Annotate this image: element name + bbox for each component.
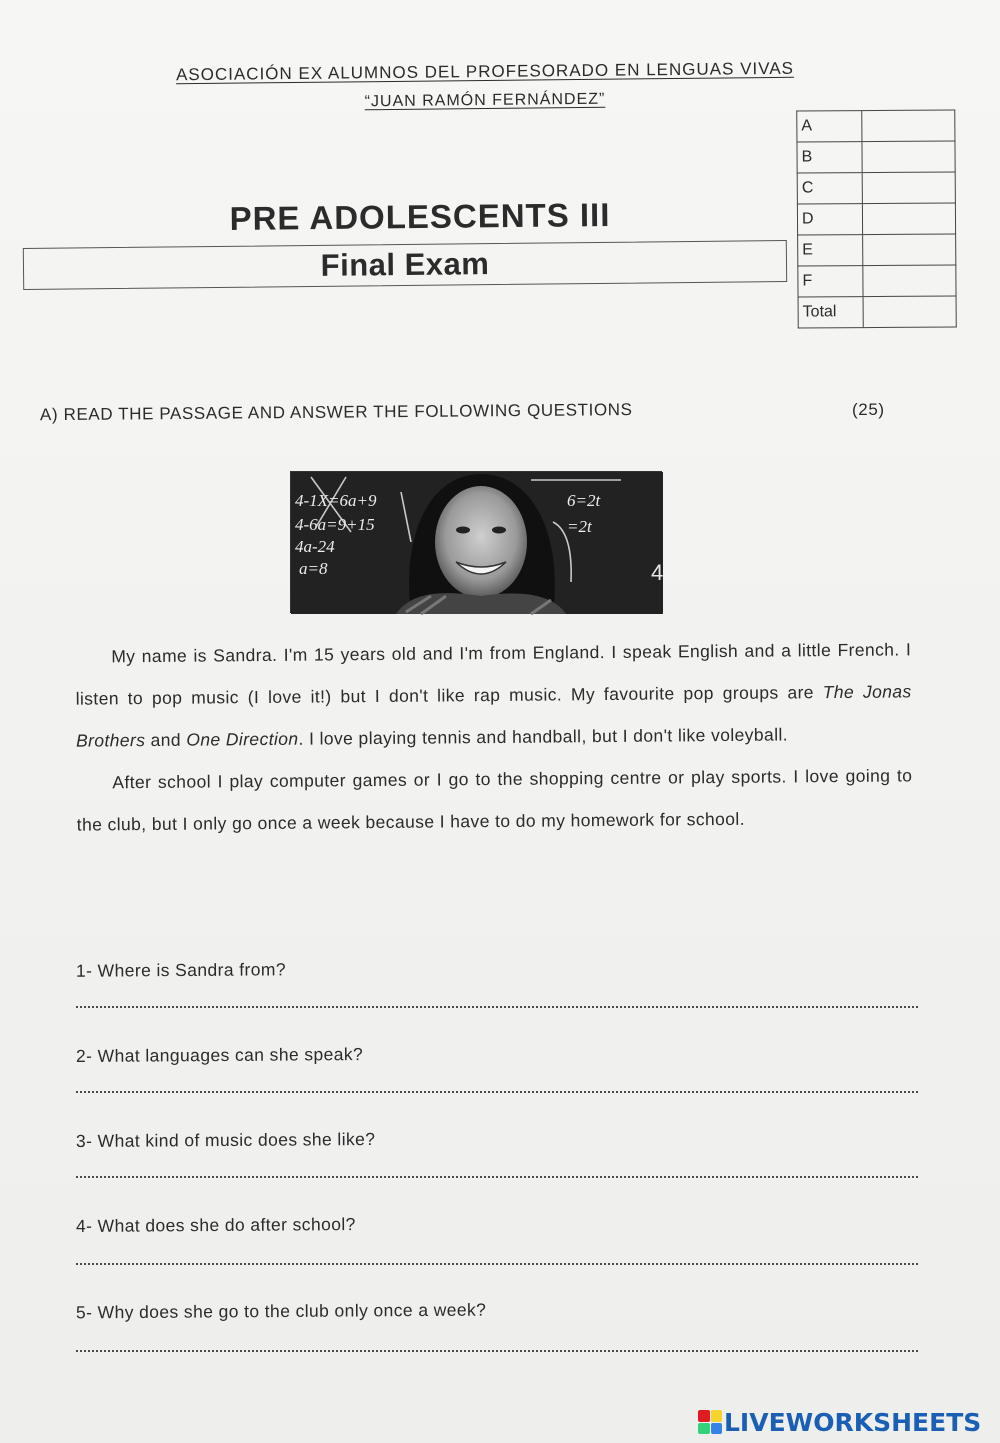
score-label: A bbox=[797, 111, 862, 142]
course-title: PRE ADOLESCENTS III bbox=[229, 196, 611, 237]
liveworksheets-icon bbox=[698, 1410, 722, 1434]
exam-title: Final Exam bbox=[320, 246, 490, 283]
chalk-equation: 4a-24 bbox=[295, 537, 335, 556]
score-cell[interactable] bbox=[863, 234, 956, 266]
chalk-equation: 4-1X=6a+9 bbox=[295, 491, 377, 510]
section-a-instruction: A) READ THE PASSAGE AND ANSWER THE FOLLOWING QUESTIONS bbox=[39, 400, 633, 425]
passage-paragraph-2: After school I play computer games or I go to the shopping centre or play sports. I love going to the club, but I only go once a week because I have to do my homework for school. bbox=[76, 765, 913, 835]
score-table bbox=[796, 109, 957, 328]
band-name: The Jonas Brothers bbox=[75, 681, 912, 751]
chalkboard-girl-image bbox=[291, 472, 663, 614]
score-cell[interactable] bbox=[862, 172, 955, 204]
question-2: 2- What languages can she speak? bbox=[75, 1043, 364, 1067]
association-name: ASOCIACIÓN EX ALUMNOS DEL PROFESORADO EN LENGUAS VIVAS bbox=[175, 58, 795, 85]
score-row bbox=[797, 203, 955, 235]
question-3: 3- What kind of music does she like? bbox=[75, 1128, 376, 1152]
exam-title-box bbox=[23, 240, 787, 290]
question-1: 1- Where is Sandra from? bbox=[75, 959, 287, 981]
liveworksheets-wordmark: LIVEWORKSHEETS bbox=[724, 1407, 982, 1437]
passage-text: My name is Sandra. I'm 15 years old and I'm from England. I speak English and a little French. I listen to pop music (I love it!) but I don't like rap music. My favourite pop groups are bbox=[75, 639, 912, 709]
score-cell[interactable] bbox=[863, 296, 956, 328]
score-cell[interactable] bbox=[862, 203, 955, 235]
score-cell[interactable] bbox=[862, 141, 955, 173]
chalk-equation: a=8 bbox=[299, 559, 328, 578]
chalk-equation: 6=2t bbox=[567, 491, 601, 510]
logo-square bbox=[711, 1423, 723, 1435]
score-label: D bbox=[797, 204, 862, 235]
section-a-points: (25) bbox=[852, 400, 885, 419]
logo-square bbox=[698, 1423, 710, 1435]
passage-text: and bbox=[145, 729, 187, 751]
score-cell[interactable] bbox=[862, 110, 955, 142]
answer-line-3[interactable] bbox=[76, 1176, 918, 1178]
logo-square bbox=[711, 1410, 723, 1422]
reading-passage bbox=[75, 628, 913, 845]
logo-square bbox=[698, 1410, 710, 1422]
score-row bbox=[798, 296, 956, 328]
chalk-equation: 4-6a=9+15 bbox=[295, 515, 375, 534]
score-row bbox=[797, 110, 955, 142]
score-label: Total bbox=[798, 297, 863, 328]
question-5: 5- Why does she go to the club only once a week? bbox=[75, 1299, 487, 1323]
band-name: One Direction bbox=[186, 728, 299, 750]
score-cell[interactable] bbox=[863, 265, 956, 297]
score-row bbox=[797, 172, 955, 204]
score-row bbox=[798, 265, 956, 297]
passage-paragraph-1 bbox=[75, 628, 912, 761]
answer-line-5[interactable] bbox=[76, 1350, 918, 1352]
answer-line-4[interactable] bbox=[76, 1263, 918, 1265]
student-photo bbox=[290, 471, 662, 613]
score-label: C bbox=[797, 173, 862, 204]
score-row bbox=[798, 234, 956, 266]
score-label: F bbox=[798, 266, 863, 297]
chalk-equation: =2t bbox=[567, 517, 592, 536]
score-label: E bbox=[798, 235, 863, 266]
svg-text:4: 4 bbox=[651, 560, 664, 585]
answer-line-2[interactable] bbox=[76, 1091, 918, 1093]
liveworksheets-logo[interactable] bbox=[698, 1407, 981, 1437]
question-4: 4- What does she do after school? bbox=[75, 1214, 356, 1236]
passage-text: . I love playing tennis and handball, but I don't like voleyball. bbox=[298, 724, 789, 749]
score-label: B bbox=[797, 142, 862, 173]
institute-name: “JUAN RAMÓN FERNÁNDEZ” bbox=[364, 90, 606, 111]
score-row bbox=[797, 141, 955, 173]
answer-line-1[interactable] bbox=[76, 1006, 918, 1008]
